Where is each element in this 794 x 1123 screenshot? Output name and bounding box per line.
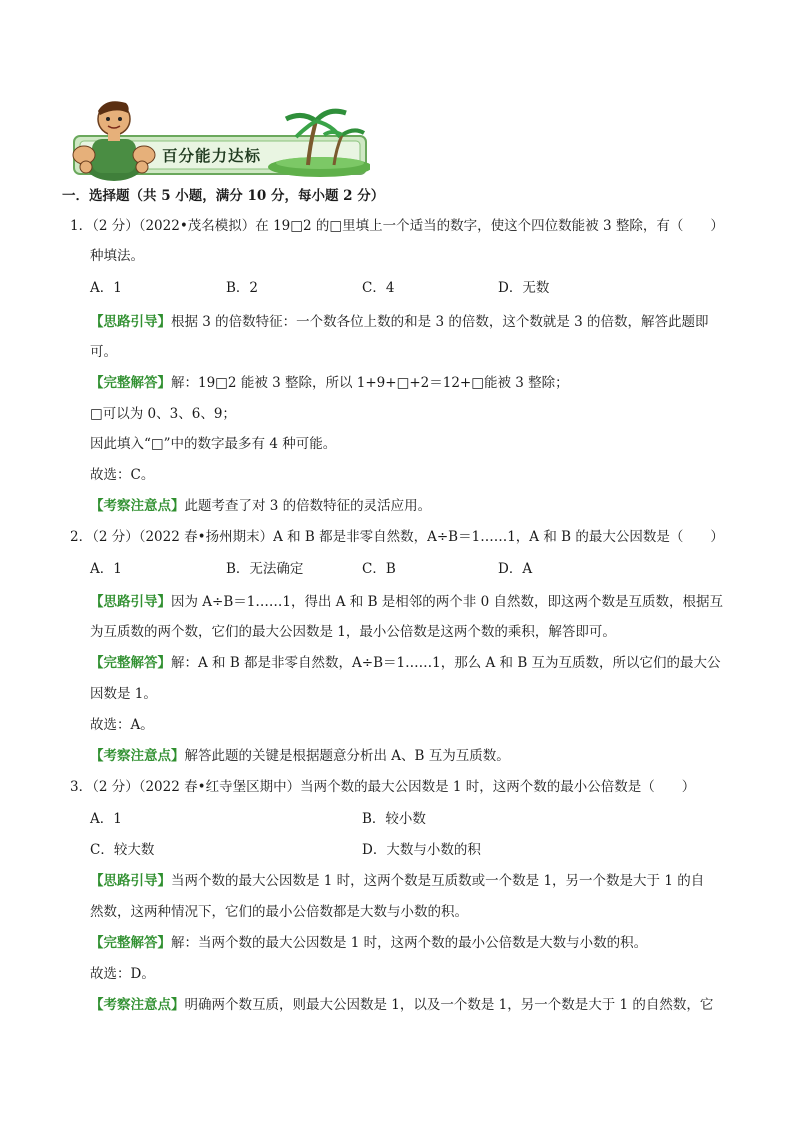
q1-stem-line1: 1．（2 分）（2022•茂名模拟）在 19□2 的□里填上一个适当的数字，使这个四位数能被 3 整除，有（ ） [70,218,724,234]
q3-note [90,995,713,1015]
q2-hint-line2: 为互质数的两个数，它们的最大公因数是 1，最小公倍数是这两个数的乘积，解答即可。 [90,624,616,640]
q3-answer-tag: 【完整解答】 [90,935,171,951]
q3-answer-text: 解：当两个数的最大公因数是 1 时，这两个数的最小公倍数是大数与小数的积。 [171,935,648,951]
q1-option-d: D．无数 [498,280,550,296]
q2-stem: 2．（2 分）（2022 春•扬州期末）A 和 B 都是非零自然数，A÷B＝1……1，A 和 B 的最大公因数是（ ） [70,529,724,545]
q1-answer-tag: 【完整解答】 [90,375,171,391]
q3-hint-text: 当两个数的最大公因数是 1 时，这两个数是互质数或一个数是 1，另一个数是大于 1 的自 [171,873,705,889]
q1-stem-line2: 种填法。 [90,248,144,264]
q2-answer-line1 [90,653,721,673]
section-title: 一．选择题（共 5 小题，满分 10 分，每小题 2 分） [62,188,385,204]
q3-note-text: 明确两个数互质，则最大公因数是 1，以及一个数是 1，另一个数是大于 1 的自然数，它 [184,997,714,1013]
q3-answer-line1 [90,933,647,953]
q1-hint-line2: 可。 [90,344,117,360]
q1-choice: 故选：C。 [90,467,155,483]
q1-option-a: A．1 [90,280,122,296]
q2-hint-tag: 【思路引导】 [90,594,171,610]
q2-hint-text: 因为 A÷B＝1……1，得出 A 和 B 是相邻的两个非 0 自然数，即这两个数是互质数，根据互 [171,594,723,610]
q3-option-c: C．较大数 [90,842,155,858]
q3-option-b: B．较小数 [362,811,426,827]
q3-option-a: A．1 [90,811,122,827]
banner-illustration [70,93,370,183]
q2-note-text: 解答此题的关键是根据题意分析出 A、B 互为互质数。 [184,748,510,764]
q2-answer-line2: 因数是 1。 [90,686,157,702]
q3-option-d: D．大数与小数的积 [362,842,481,858]
q3-stem: 3．（2 分）（2022 春•红寺堡区期中）当两个数的最大公因数是 1 时，这两个数的最小公倍数是（ ） [70,779,696,795]
q1-note-tag: 【考察注意点】 [90,498,185,514]
q1-note-text: 此题考查了对 3 的倍数特征的灵活应用。 [184,498,432,514]
q1-hint-line1 [90,312,709,332]
q3-hint-line2: 然数，这两种情况下，它们的最小公倍数都是大数与小数的积。 [90,904,468,920]
q1-answer-text: 解：19□2 能被 3 整除，所以 1+9+□+2＝12+□能被 3 整除； [171,375,569,391]
q1-answer-line2: □可以为 0、3、6、9； [90,406,236,422]
q2-answer-tag: 【完整解答】 [90,655,171,671]
q1-note [90,496,431,516]
q1-hint-tag: 【思路引导】 [90,314,171,330]
q1-option-c: C．4 [362,280,395,296]
q2-option-a: A．1 [90,561,122,577]
q2-option-c: C．B [362,561,396,577]
banner-title: 百分能力达标 [162,147,262,165]
q1-option-b: B．2 [226,280,259,296]
q2-option-d: D．A [498,561,533,577]
q2-hint-line1 [90,592,723,612]
q3-choice: 故选：D。 [90,966,155,982]
q3-hint-line1 [90,871,704,891]
q2-note [90,746,510,766]
section-banner [70,93,370,183]
q1-answer-line1 [90,373,569,393]
q2-answer-text: 解：A 和 B 都是非零自然数，A÷B＝1……1，那么 A 和 B 互为互质数，所以它们的最大公 [171,655,721,671]
q2-option-b: B．无法确定 [226,561,304,577]
q3-note-tag: 【考察注意点】 [90,997,185,1013]
q2-note-tag: 【考察注意点】 [90,748,185,764]
q2-choice: 故选：A。 [90,717,154,733]
q3-hint-tag: 【思路引导】 [90,873,171,889]
q1-hint-text: 根据 3 的倍数特征：一个数各位上数的和是 3 的倍数，这个数就是 3 的倍数，解答此题即 [171,314,709,330]
q1-answer-line3: 因此填入“□”中的数字最多有 4 种可能。 [90,436,337,452]
